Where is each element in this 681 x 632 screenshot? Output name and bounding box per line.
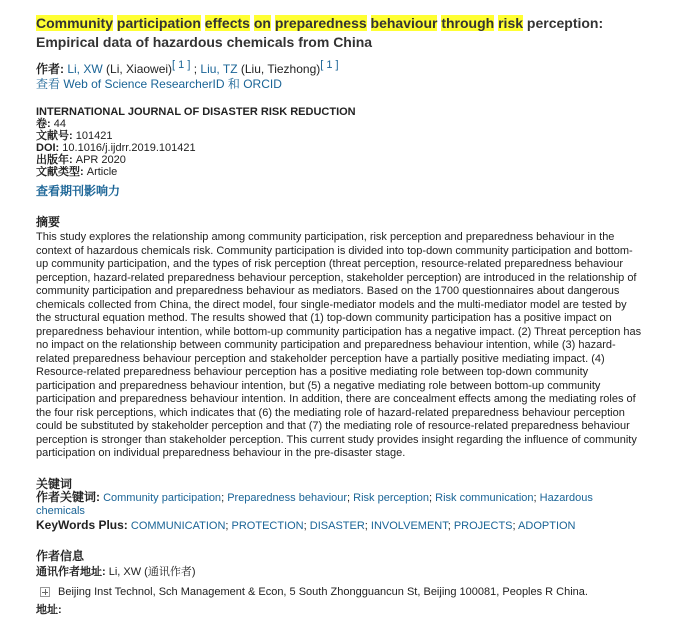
- article-number-value: 101421: [72, 130, 113, 142]
- title-text: perception: Empirical data of hazardous chemicals from China: [36, 15, 604, 50]
- doi-line: [36, 142, 642, 154]
- title-highlighted-word: Community: [36, 15, 113, 31]
- keyword-separator: ;: [429, 491, 436, 504]
- title-highlighted-word: behaviour: [370, 15, 438, 31]
- journal-block: [36, 106, 642, 178]
- title-highlighted-word: on: [253, 15, 271, 31]
- keyword-plus-link[interactable]: PROTECTION: [231, 519, 304, 532]
- corresponding-address: Beijing Inst Technol, Sch Management & Econ, 5 South Zhongguancun St, Beijing 100081, Peoples R China.: [58, 586, 588, 598]
- doc-type-label: 文献类型:: [36, 166, 84, 178]
- doc-type-line: [36, 166, 642, 178]
- title-text: [367, 15, 371, 31]
- volume-value: 44: [50, 118, 66, 130]
- author-link-li[interactable]: Li, XW: [67, 62, 103, 76]
- author-link-liu[interactable]: Liu, TZ: [200, 62, 238, 76]
- author-fullname-liu: (Liu, Tiezhong): [237, 62, 321, 76]
- author-affiliation-ref-li[interactable]: [ 1 ]: [172, 59, 191, 71]
- corresponding-author-value: Li, XW (通讯作者): [105, 566, 196, 578]
- doi-label: DOI:: [36, 142, 60, 154]
- pub-date-value: APR 2020: [72, 154, 126, 166]
- journal-name: INTERNATIONAL JOURNAL OF DISASTER RISK REDUCTION: [36, 106, 356, 118]
- title-highlighted-word: through: [441, 15, 495, 31]
- keywords-heading: 关键词: [36, 476, 73, 491]
- journal-impact-link[interactable]: 查看期刊影响力: [36, 184, 121, 198]
- keyword-separator: ;: [533, 491, 540, 504]
- author-keyword-link[interactable]: Community participation: [103, 491, 222, 504]
- authors-line: [36, 58, 642, 77]
- author-info-heading: 作者信息: [36, 549, 85, 563]
- keyword-separator: ;: [512, 519, 519, 532]
- author-keyword-link[interactable]: Risk perception: [353, 491, 429, 504]
- author-keyword-link[interactable]: Preparedness behaviour: [227, 491, 348, 504]
- authors-label: 作者:: [36, 62, 64, 76]
- plus-square-icon[interactable]: [40, 587, 50, 597]
- keyword-plus-link[interactable]: INVOLVEMENT: [370, 519, 448, 532]
- abstract-text: This study explores the relationship among community participation, risk perception and preparedness behaviour in the context of hazardous chemicals risk. Community participation is divided into top-down community participation and bottom-up community participation, and the types of risk perception (threat perception, resource-related preparedness behaviour perception, hazard-related preparedness behaviour perception, stakeholder perception) are introduced in the relationship of community participation and preparedness behaviour as mediators. Based on the 1700 questionnaires about dangerous chemicals collected from China, the direct model, four single-mediator models and the multi-mediator model are tested by the structural equation method. The results showed that (1) top-down community participation has a positive impact on preparedness behaviour intention, while bottom-up community participation has a negative impact. (2) Threat perception has no impact on the relationship between community participation and preparedness behaviour intention, while (3) hazard-related preparedness behaviour perception and stakeholder perception have a partially positive mediating impact. (4) Resource-related preparedness behaviour perception has a positive mediating role between top-down community participation and preparedness behaviour intention, but (5) a negative mediating role between bottom-up community participation and preparedness behaviour intention. In addition, there are concealment effects among the mediating roles of the four risk perceptions, which indicates that (6) the mediating role of hazard-related preparedness behaviour perception could be substituted by stakeholder perception and that (7) the mediating role of resource-related preparedness behaviour perception is stronger than stakeholder perception. This current study provides insight regarding the influence of community participation on individual preparedness behaviour in the pre-disaster stage.: [36, 231, 642, 459]
- keyword-separator: ;: [225, 519, 232, 532]
- title-highlighted-word: effects: [204, 15, 250, 31]
- title-highlighted-word: risk: [498, 15, 524, 31]
- title-highlighted-word: preparedness: [274, 15, 367, 31]
- article-number-label: 文献号:: [36, 130, 73, 142]
- pub-date-line: [36, 154, 642, 166]
- article-number-line: [36, 130, 642, 142]
- author-separator: ;: [190, 62, 201, 76]
- author-keywords-list: [36, 489, 593, 518]
- keyword-plus-link[interactable]: ADOPTION: [518, 519, 576, 532]
- keyword-separator: ;: [447, 519, 454, 532]
- corresponding-address-row: [36, 585, 642, 599]
- keyword-separator: ;: [364, 519, 371, 532]
- record-page: [36, 14, 642, 617]
- keyword-plus-link[interactable]: DISASTER: [309, 519, 365, 532]
- address-line: [36, 603, 642, 617]
- corresponding-author-line: [36, 565, 642, 579]
- author-affiliation-ref-liu[interactable]: [ 1 ]: [320, 59, 339, 71]
- address-label: 地址:: [36, 604, 62, 616]
- keywords-plus-label: KeyWords Plus:: [36, 517, 128, 532]
- keyword-separator: ;: [303, 519, 310, 532]
- volume-label: 卷:: [36, 118, 51, 130]
- title-highlighted-word: participation: [116, 15, 201, 31]
- keyword-separator: ;: [347, 491, 354, 504]
- doc-type-value: Article: [83, 166, 118, 178]
- doi-value: 10.1016/j.ijdrr.2019.101421: [59, 142, 196, 154]
- researcher-id-link[interactable]: 查看 Web of Science ResearcherID 和 ORCID: [36, 77, 282, 91]
- author-keyword-link[interactable]: Risk communication: [435, 491, 534, 504]
- keyword-plus-link[interactable]: PROJECTS: [453, 519, 513, 532]
- author-fullname-li: (Li, Xiaowei): [102, 62, 173, 76]
- volume-line: [36, 118, 642, 130]
- keywords-plus-line: [36, 519, 642, 534]
- abstract-heading: 摘要: [36, 215, 61, 229]
- article-title: [36, 14, 642, 52]
- author-keywords-label: 作者关键词:: [36, 489, 100, 504]
- keywords-plus-list: [131, 520, 576, 532]
- author-keyword-link[interactable]: Hazardous chemicals: [36, 491, 593, 517]
- keyword-plus-link[interactable]: COMMUNICATION: [130, 519, 226, 532]
- keyword-separator: ;: [221, 491, 228, 504]
- corresponding-author-label: 通讯作者地址:: [36, 566, 106, 578]
- author-keywords-line: [36, 491, 642, 519]
- pub-date-label: 出版年:: [36, 154, 73, 166]
